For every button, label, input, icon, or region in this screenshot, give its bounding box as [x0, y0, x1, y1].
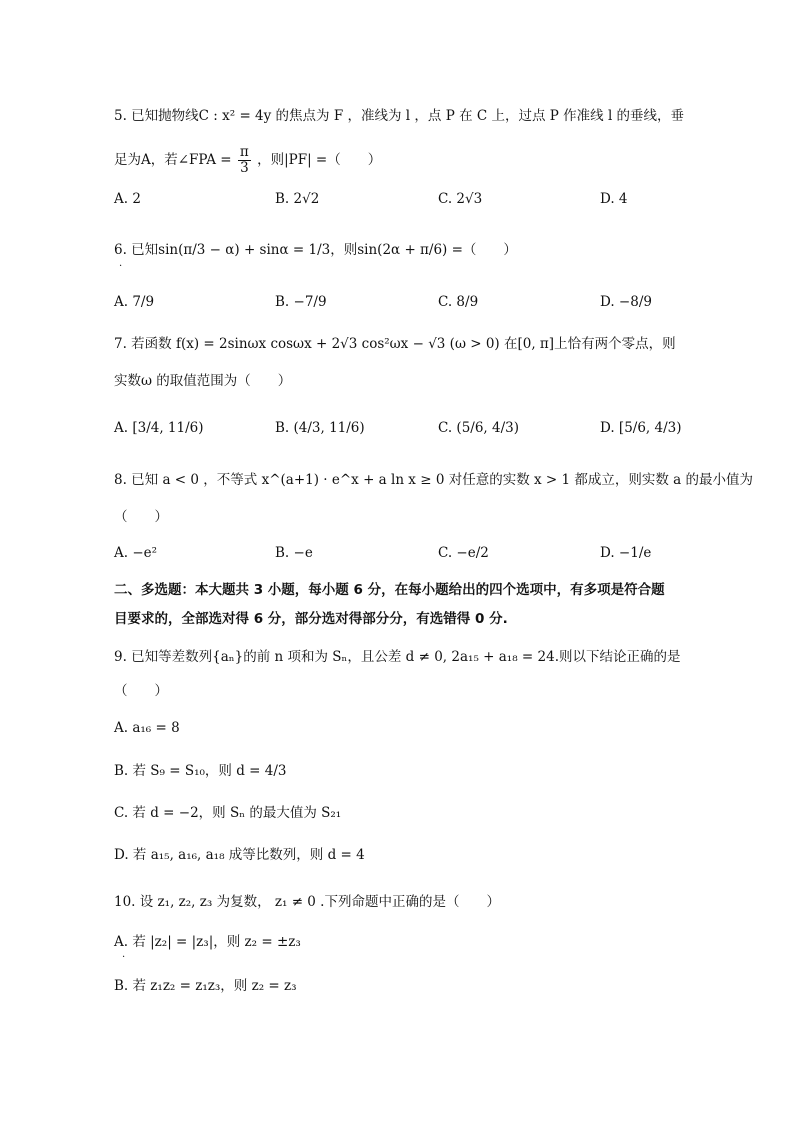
q5-fraction — [238, 145, 251, 176]
q6-option-c: C. 8/9 — [438, 294, 479, 310]
q7-option-d: D. [5/6, 4/3) — [600, 420, 682, 436]
q10-option-b: B. 若 z₁z₂ = z₁z₃，则 z₂ = z₃ — [114, 978, 297, 994]
q10-stem: 10. 设 z₁, z₂, z₃ 为复数， z₁ ≠ 0 .下列命题中正确的是（ ） — [114, 894, 500, 910]
q6-stem: 6. 已知sin(π/3 − α) + sinα = 1/3，则sin(2α + π/6) =（ ） — [114, 242, 517, 258]
q5-option-b: B. 2√2 — [275, 191, 320, 207]
q7-option-c: C. (5/6, 4/3) — [438, 420, 519, 436]
q9-option-d: D. 若 a₁₅, a₁₆, a₁₈ 成等比数列，则 d = 4 — [114, 847, 365, 863]
q5-line2-a: 足为A，若∠FPA = — [114, 152, 232, 168]
section2-heading-line2: 目要求的，全部选对得 6 分，部分选对得部分分，有选错得 0 分. — [114, 611, 508, 627]
q6-option-b: B. −7/9 — [275, 294, 327, 310]
section2-heading-line1: 二、多选题：本大题共 3 小题，每小题 6 分，在每小题给出的四个选项中，有多项是符合题 — [114, 582, 665, 598]
q8-line1: 8. 已知 a < 0 ，不等式 x^(a+1) · e^x + a ln x ≥ 0 对任意的实数 x > 1 都成立，则实数 a 的最小值为 — [114, 472, 754, 488]
q9-option-b: B. 若 S₉ = S₁₀，则 d = 4/3 — [114, 763, 287, 779]
q8-option-d: D. −1/e — [600, 545, 652, 561]
q5-line1: 5. 已知抛物线C : x² = 4y 的焦点为 F ，准线为 l ，点 P 在 C 上，过点 P 作准线 l 的垂线，垂 — [114, 108, 685, 124]
q7-line2: 实数ω 的取值范围为（ ） — [114, 373, 292, 389]
q10-option-a: A. 若 |z₂| = |z₃|，则 z₂ = ±z₃ — [114, 934, 301, 950]
decorative-dot: . — [119, 258, 123, 269]
q6-option-d: D. −8/9 — [600, 294, 652, 310]
q8-option-b: B. −e — [275, 545, 313, 561]
q5-frac-den: 3 — [240, 160, 249, 176]
q5-option-d: D. 4 — [600, 191, 628, 207]
q7-option-a: A. [3/4, 11/6) — [114, 420, 204, 436]
q8-option-a: A. −e² — [114, 545, 158, 561]
q5-option-c: C. 2√3 — [438, 191, 483, 207]
q7-option-b: B. (4/3, 11/6) — [275, 420, 365, 436]
q7-line1: 7. 若函数 f(x) = 2sinωx cosωx + 2√3 cos²ωx − √3 (ω > 0) 在[0, π]上恰有两个零点，则 — [114, 336, 676, 352]
q8-option-c: C. −e/2 — [438, 545, 489, 561]
decorative-dot: . — [122, 949, 126, 960]
q9-line2: （ ） — [114, 683, 168, 699]
q5-line2-b: ，则|PF| =（ ） — [257, 152, 382, 168]
q5-option-a: A. 2 — [114, 191, 141, 207]
q8-line2: （ ） — [114, 509, 168, 525]
q5-line2 — [114, 145, 381, 176]
q6-option-a: A. 7/9 — [114, 294, 155, 310]
q9-option-a: A. a₁₆ = 8 — [114, 720, 180, 736]
q9-line1: 9. 已知等差数列{aₙ}的前 n 项和为 Sₙ，且公差 d ≠ 0, 2a₁₅ + a₁₈ = 24.则以下结论正确的是 — [114, 649, 681, 665]
q5-frac-num: π — [239, 144, 249, 160]
q9-option-c: C. 若 d = −2，则 Sₙ 的最大值为 S₂₁ — [114, 805, 342, 821]
